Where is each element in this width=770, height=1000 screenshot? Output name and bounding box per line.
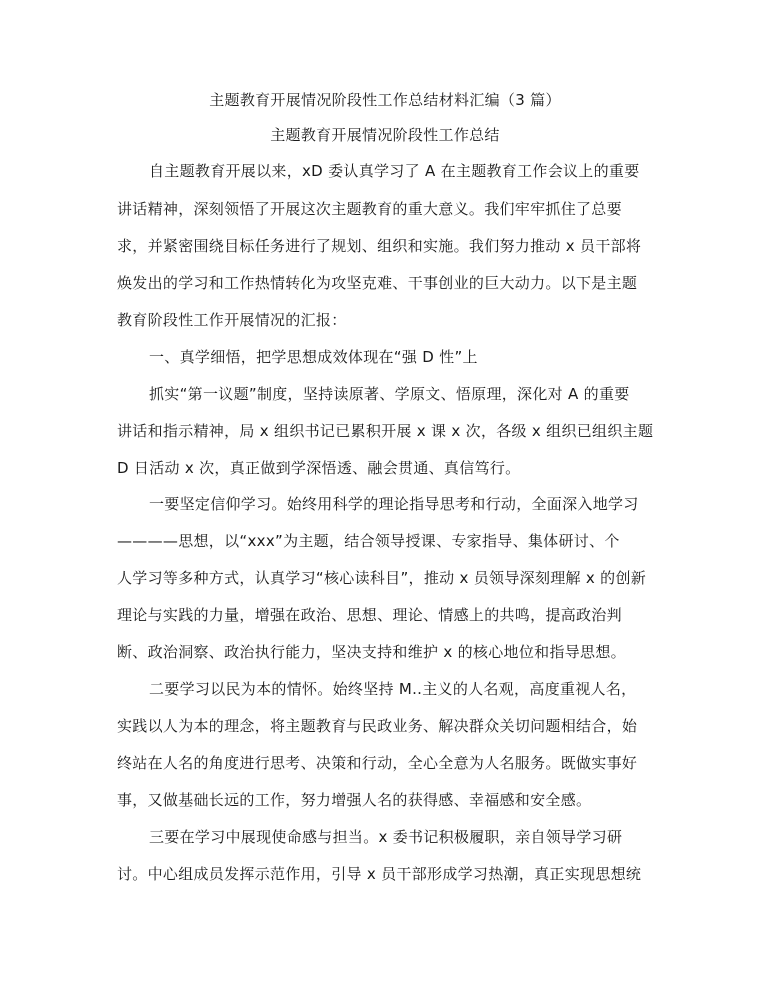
paragraph-line: 讨。中心组成员发挥示范作用，引导 x 员干部形成学习热潮，真正实现思想统 [117,865,642,883]
section-heading: 一、真学细悟，把学思想成效体现在“强 D 性”上 [149,348,478,366]
paragraph-line: 讲话和指示精神，局 x 组织书记已累积开展 x 课 x 次，各级 x 组织已组织主题 [117,422,654,440]
paragraph-line: 焕发出的学习和工作热情转化为攻坚克难、干事创业的巨大动力。以下是主题 [117,274,638,292]
paragraph-line: 实践以人为本的理念，将主题教育与民政业务、解决群众关切问题相结合，始 [117,717,638,735]
paragraph-line: 三要在学习中展现使命感与担当。x 委书记积极履职，亲自领导学习研 [149,828,623,846]
document-title: 主题教育开展情况阶段性工作总结材料汇编（3 篇） [209,91,561,109]
paragraph-line: ————思想，以“xxx”为主题，结合领导授课、专家指导、集体研讨、个 [117,532,620,550]
paragraph-line: 断、政治洞察、政治执行能力，坚决支持和维护 x 的核心地位和指导思想。 [117,643,626,661]
paragraph-line: 一要坚定信仰学习。始终用科学的理论指导思考和行动，全面深入地学习 [149,495,639,513]
paragraph-line: 理论与实践的力量，增强在政治、思想、理论、情感上的共鸣，提高政治判 [117,606,622,624]
paragraph-line: 教育阶段性工作开展情况的汇报： [117,311,347,329]
paragraph-line: 求，并紧密围绕目标任务进行了规划、组织和实施。我们努力推动 x 员干部将 [117,237,642,255]
paragraph-line: 抓实“第一议题”制度，坚持读原著、学原文、悟原理，深化对 A 的重要 [149,385,630,403]
paragraph-line: 二要学习以民为本的情怀。始终坚持 M..主义的人名观，高度重视人名， [149,680,637,698]
document-subtitle: 主题教育开展情况阶段性工作总结 [270,126,500,144]
paragraph-line: D 日活动 x 次，真正做到学深悟透、融会贯通、真信笃行。 [117,459,521,477]
paragraph-line: 事，又做基础长远的工作，努力增强人名的获得感、幸福感和安全感。 [117,791,592,809]
paragraph-line: 终站在人名的角度进行思考、决策和行动，全心全意为人名服务。既做实事好 [117,754,638,772]
paragraph-line: 人学习等多种方式，认真学习“核心读科目”，推动 x 员领导深刻理解 x 的创新 [117,569,647,587]
paragraph-line: 自主题教育开展以来，xD 委认真学习了 A 在主题教育工作会议上的重要 [149,162,640,180]
paragraph-line: 讲话精神，深刻领悟了开展这次主题教育的重大意义。我们牢牢抓住了总要 [117,200,622,218]
